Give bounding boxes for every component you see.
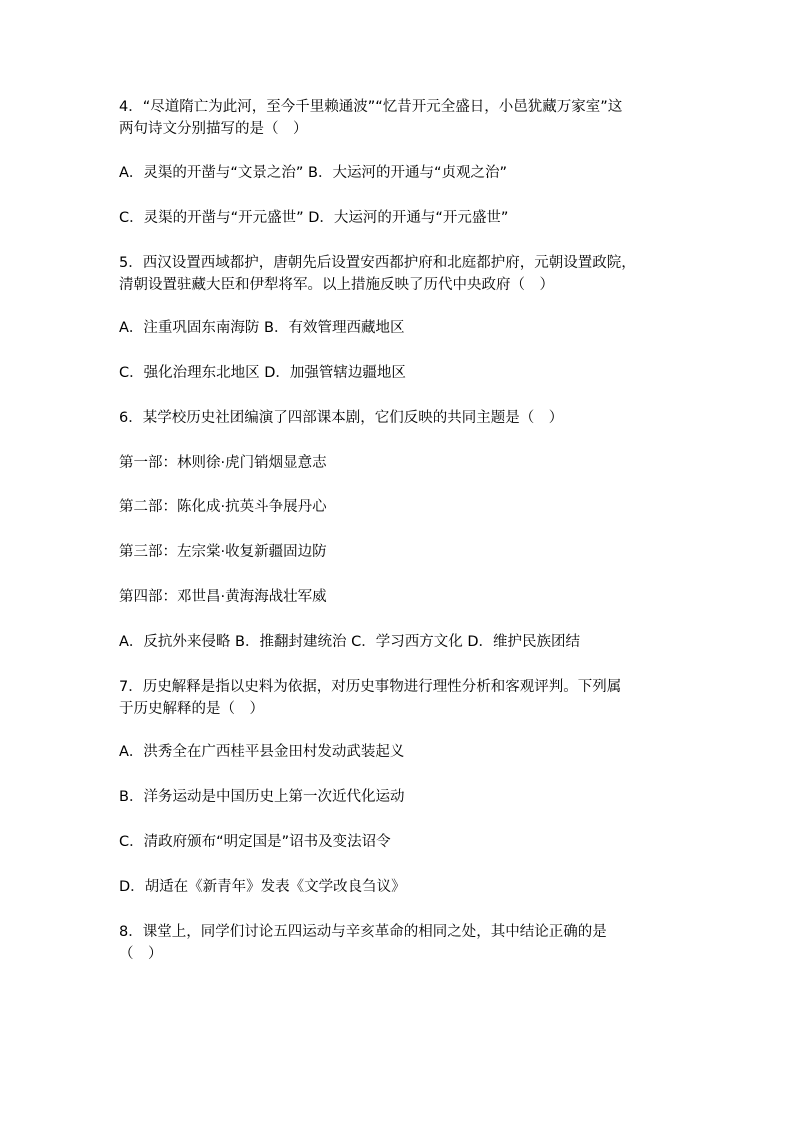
question-7-stem-continued: 于历史解释的是（ ）: [119, 701, 264, 717]
question-6-part-1: 第一部：林则徐·虎门销烟显意志: [119, 455, 327, 471]
question-5-stem-continued: 清朝设置驻藏大臣和伊犁将军。以上措施反映了历代中央政府（ ）: [119, 277, 554, 293]
question-7-option-a: A．洪秀全在广西桂平县金田村发动武装起义: [119, 744, 405, 760]
question-8-stem-continued: （ ）: [119, 946, 163, 962]
question-6-part-3: 第三部：左宗棠·收复新疆固边防: [119, 544, 327, 560]
question-6-part-2: 第二部：陈化成·抗英斗争展丹心: [119, 499, 327, 515]
question-8-stem: 8．课堂上，同学们讨论五四运动与辛亥革命的相同之处，其中结论正确的是: [119, 924, 607, 940]
question-5-option-ab: A．注重巩固东南海防 B．有效管理西藏地区: [119, 320, 405, 336]
question-7-stem: 7．历史解释是指以史料为依据，对历史事物进行理性分析和客观评判。下列属: [119, 679, 622, 695]
question-5-option-cd: C．强化治理东北地区 D．加强管辖边疆地区: [119, 365, 406, 381]
question-4-stem-continued: 两句诗文分别描写的是（ ）: [119, 121, 308, 137]
question-5-stem: 5．西汉设置西域都护，唐朝先后设置安西都护府和北庭都护府，元朝设置政院，: [119, 255, 636, 271]
question-4-stem: 4．“尽道隋亡为此河，至今千里赖通波”“忆昔开元全盛日，小邑犹藏万家室”这: [119, 99, 623, 115]
question-7-option-b: B．洋务运动是中国历史上第一次近代化运动: [119, 789, 405, 805]
question-6-part-4: 第四部：邓世昌·黄海海战壮军威: [119, 589, 327, 605]
question-4-option-ab: A．灵渠的开凿与“文景之治” B．大运河的开通与“贞观之治”: [119, 165, 508, 181]
question-6-stem: 6．某学校历史社团编演了四部课本剧，它们反映的共同主题是（ ）: [119, 410, 564, 426]
question-4-option-cd: C．灵渠的开凿与“开元盛世” D．大运河的开通与“开元盛世”: [119, 210, 509, 226]
question-7-option-c: C．清政府颁布“明定国是”诏书及变法诏令: [119, 834, 391, 850]
question-6-options: A．反抗外来侵略 B．推翻封建统治 C．学习西方文化 D．维护民族团结: [119, 634, 580, 650]
question-7-option-d: D．胡适在《新青年》发表《文学改良刍议》: [119, 879, 406, 895]
